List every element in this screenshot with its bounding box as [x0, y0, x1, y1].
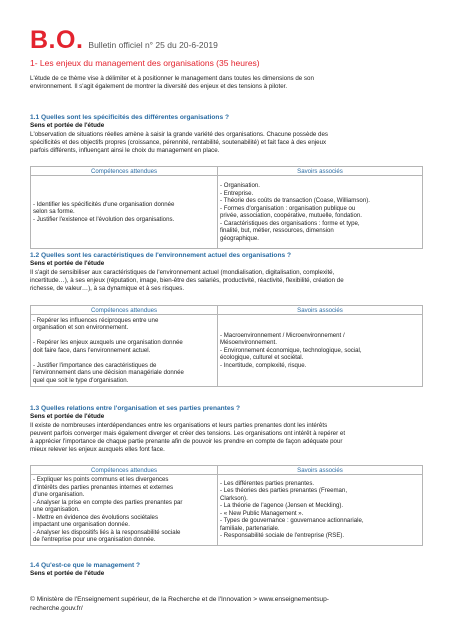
savoirs-cell: - Macroenvironnement / Microenvironnement / Mésoenvironnement. - Environnement économique, technologique, social, écologique, culturel et sociétal. - Incertitude, complexité, risque. — [218, 315, 423, 387]
column-header-savoirs: Savoirs associés — [218, 167, 423, 176]
column-header-competences: Compétences attendues — [31, 306, 218, 315]
subsection-1-4-title: 1.4 Qu'est-ce que le management ? — [30, 562, 141, 569]
subsection-1-1-label: Sens et portée de l'étude — [30, 122, 105, 129]
column-header-competences: Compétences attendues — [31, 167, 218, 176]
subsection-1-3-text: Il existe de nombreuses interdépendances entre les organisations et leurs parties prenantes dont les intérêts peuvent parfois converger mais également diverger et créer des tensions. Les organisations ont intérêt à repérer et à apprécier l'importance de chaque partie prenante afin de pouvoir les prendre en compte de façon adéquate pour mieux relever les enjeux auxquels elles font face. — [30, 422, 346, 453]
bo-logo: B.O. — [30, 26, 84, 54]
savoirs-cell: - Organisation. - Entreprise. - Théorie des coûts de transaction (Coase, Williamson). - Formes d'organisation : organisation publique ou privée, association, coopérative, mutuelle, fondation. - Caractéristiques des organisations : forme et type, finalité, but, métier, ressources, dimension géographique. — [218, 176, 423, 249]
competences-table-1-2 — [30, 305, 423, 387]
subsection-1-2-title: 1.2 Quelles sont les caractéristiques de l'environnement actuel des organisations ? — [30, 252, 292, 259]
page-header — [30, 28, 218, 53]
competences-cell: - Repérer les influences réciproques entre une organisation et son environnement. - Repérer les enjeux auxquels une organisation donnée doit faire face, dans l'environnement actuel. - Justifier l'importance des caractéristiques de l'environnement dans une décision managériale donnée quel que soit le type d'organisation. — [31, 315, 218, 387]
section-intro: L'étude de ce thème vise à délimiter et à positionner le management dans toutes les dimensions de son environnement. Il s'agit également de montrer la diversité des enjeux et des tensions à piloter. — [30, 75, 314, 90]
column-header-competences: Compétences attendues — [31, 466, 218, 475]
page-footer: © Ministère de l'Enseignement supérieur, de la Recherche et de l'Innovation > www.enseignementsup- recherche.gouv.fr/ — [30, 596, 329, 612]
savoirs-cell: - Les différentes parties prenantes. - Les théories des parties prenantes (Freeman, Clarkson). - La théorie de l'agence (Jensen et Meckling). - « New Public Management ». - Types de gouvernance : gouvernance actionnariale, familiale, partenariale. - Responsabilité sociale de l'entreprise (RSE). — [218, 475, 423, 546]
subsection-1-3-title: 1.3 Quelles relations entre l'organisation et ses parties prenantes ? — [30, 405, 241, 412]
subsection-1-4-label: Sens et portée de l'étude — [30, 570, 105, 577]
subsection-1-1-text: L'observation de situations réelles amène à saisir la grande variété des organisations. Chacune possède des spécificités et des objectifs propres (croissance, pérennité, rentabilité, soutenabilité) et fait face à des enjeux parfois différents, influençant ainsi le choix du management en place. — [30, 131, 329, 154]
competences-cell: - Expliquer les points communs et les divergences d'intérêts des parties prenantes internes et externes d'une organisation. - Analyser la prise en compte des parties prenantes par une organisation. - Mettre en évidence des évolutions sociétales impactant une organisation donnée. - Analyser les dispositifs liés à la responsabilité sociale de l'entreprise pour une organisation donnée. — [31, 475, 218, 546]
subsection-1-1-title: 1.1 Quelles sont les spécificités des différentes organisations ? — [30, 114, 229, 121]
competences-table-1-3 — [30, 465, 423, 546]
subsection-1-3-label: Sens et portée de l'étude — [30, 413, 105, 420]
column-header-savoirs: Savoirs associés — [218, 306, 423, 315]
column-header-savoirs: Savoirs associés — [218, 466, 423, 475]
competences-cell: - Identifier les spécificités d'une organisation donnée selon sa forme. - Justifier l'existence et l'évolution des organisations. — [31, 176, 218, 249]
section-title: 1- Les enjeux du management des organisations (35 heures) — [30, 58, 260, 68]
subsection-1-2-text: Il s'agit de sensibiliser aux caractéristiques de l'environnement actuel (mondialisation, digitalisation, complexité, incertitude…), à ses enjeux (réputation, image, bien-être des salariés, productivité, réactivité, flexibilité, création de richesse, de valeur…), à sa dynamique et à ses risques. — [30, 269, 344, 292]
subsection-1-2-label: Sens et portée de l'étude — [30, 260, 105, 267]
bulletin-reference: Bulletin officiel n° 25 du 20-6-2019 — [88, 40, 218, 50]
competences-table-1-1 — [30, 166, 423, 249]
